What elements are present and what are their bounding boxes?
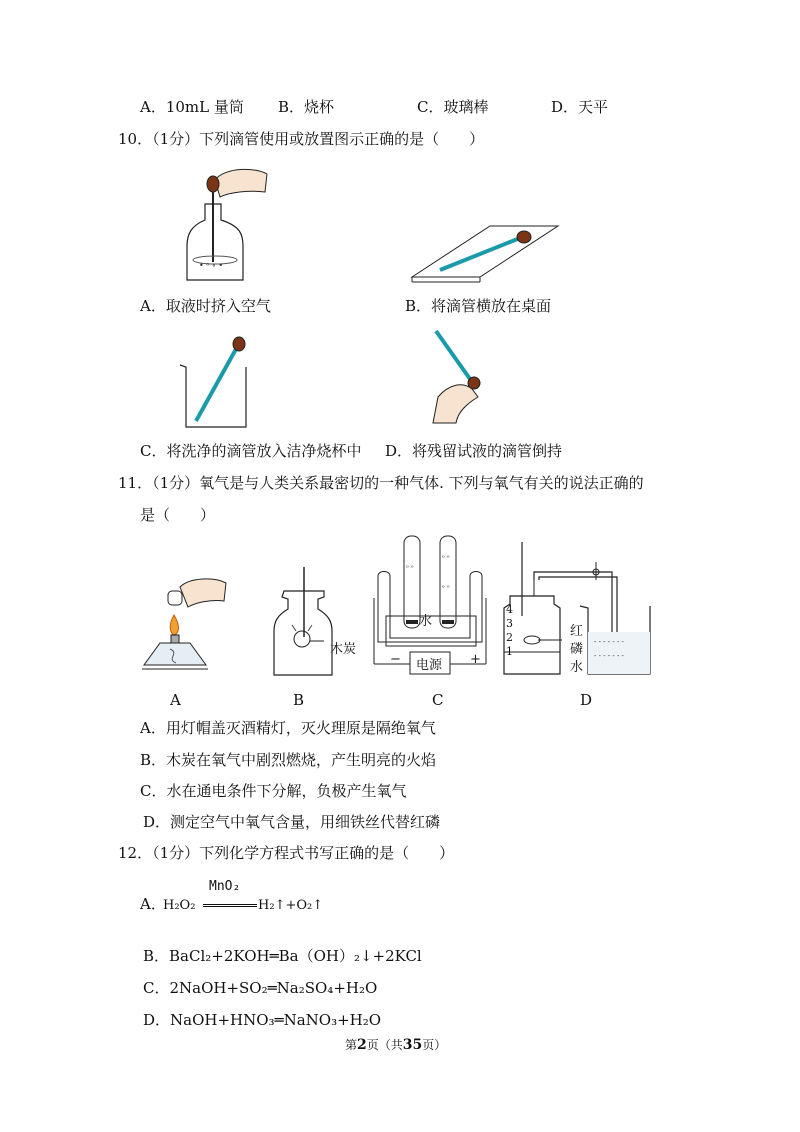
q11-option-d: D．测定空气中氧气含量，用细铁丝代替红磷 [143, 813, 441, 831]
q12-option-a-right: H₂↑+O₂↑ [258, 898, 324, 913]
q12-option-a-label: A． [140, 895, 166, 913]
q11-red-label: 红 [570, 624, 584, 639]
svg-text:- - - - - - -: - - - - - - - [594, 638, 624, 646]
svg-text:ᵒ ᵒ: ᵒ ᵒ [406, 564, 414, 572]
q10-option-b: B．将滴管横放在桌面 [405, 297, 552, 315]
q9-option-c: C．玻璃棒 [417, 98, 489, 116]
q11-option-a: A．用灯帽盖灭酒精灯，灭火理原是隔绝氧气 [140, 719, 436, 737]
q10-figure-a [185, 162, 275, 287]
q11-water2-label: 水 [570, 660, 584, 675]
q10-figure-b [410, 222, 560, 284]
q11-scale-1: 1 [506, 645, 513, 658]
q11-figure-a-label: A [170, 691, 181, 709]
q11-option-b: B．木炭在氧气中剧烈燃烧，产生明亮的火焰 [140, 751, 437, 769]
footer-prefix: 第 [345, 1038, 358, 1052]
footer-suffix: 页） [422, 1038, 447, 1052]
q11-figure-c-label: C [432, 691, 444, 709]
q12-option-a-catalyst: MnO₂ [209, 879, 241, 894]
q11-scale-4: 4 [506, 603, 513, 616]
q10-option-d: D．将残留试液的滴管倒持 [385, 442, 563, 460]
q11-plus-label: + [470, 652, 481, 667]
q11-water-label: 水 [419, 614, 433, 629]
q11-stem-line1: 11．（1分）氧气是与人类关系最密切的一种气体. 下列与氧气有关的说法正确的 [118, 474, 644, 492]
q12-option-d: D．NaOH+HNO₃═NaNO₃+H₂O [143, 1011, 382, 1029]
q11-scale-2: 2 [506, 631, 513, 644]
q12-option-c: C．2NaOH+SO₂═Na₂SO₄+H₂O [143, 979, 378, 997]
q12-stem: 12．（1分）下列化学方程式书写正确的是（ ） [118, 844, 455, 862]
q12-option-a-left: H₂O₂ [163, 898, 196, 913]
q12-option-a-arrow [203, 904, 257, 907]
q11-charcoal-label: 木炭 [330, 642, 357, 657]
q10-option-c: C．将洗净的滴管放入洁净烧杯中 [140, 442, 362, 460]
q12-option-b: B．BaCl₂+2KOH═Ba（OH）₂↓+2KCl [143, 947, 422, 965]
q10-option-a: A．取液时挤入空气 [140, 297, 271, 315]
svg-text:• ᵒ ∘ •: • ᵒ ∘ • [199, 261, 224, 270]
q11-figure-b [272, 565, 362, 680]
q9-option-d: D．天平 [551, 98, 609, 116]
footer-total-pages: 35 [402, 1037, 423, 1053]
q9-option-b: B．烧杯 [278, 98, 335, 116]
q11-option-c: C．水在通电条件下分解，负极产生氧气 [140, 782, 407, 800]
q10-stem: 10．（1分）下列滴管使用或放置图示正确的是（ ） [118, 130, 485, 148]
footer-mid: 页（共 [366, 1038, 403, 1052]
q11-figure-b-label: B [293, 691, 305, 709]
q11-figure-a [140, 575, 230, 680]
q11-phosphorus-label: 磷 [570, 642, 584, 657]
q10-figure-c [176, 335, 256, 430]
svg-text:ᵒ ᵒ: ᵒ ᵒ [442, 584, 450, 592]
q9-option-a: A．10mL 量筒 [140, 98, 244, 116]
q11-minus-label: − [390, 652, 401, 667]
svg-text:ᵒ ᵒ: ᵒ ᵒ [442, 554, 450, 562]
footer-page-number: 2 [357, 1037, 367, 1053]
page-footer [345, 1036, 446, 1053]
svg-text:- - - - - - -: - - - - - - - [594, 652, 624, 660]
q10-figure-d [428, 327, 503, 427]
q11-figure-d-label: D [580, 691, 593, 709]
q11-scale-3: 3 [506, 617, 513, 630]
q11-power-label: 电源 [416, 658, 443, 673]
q11-stem-line2: 是（ ） [140, 506, 216, 524]
